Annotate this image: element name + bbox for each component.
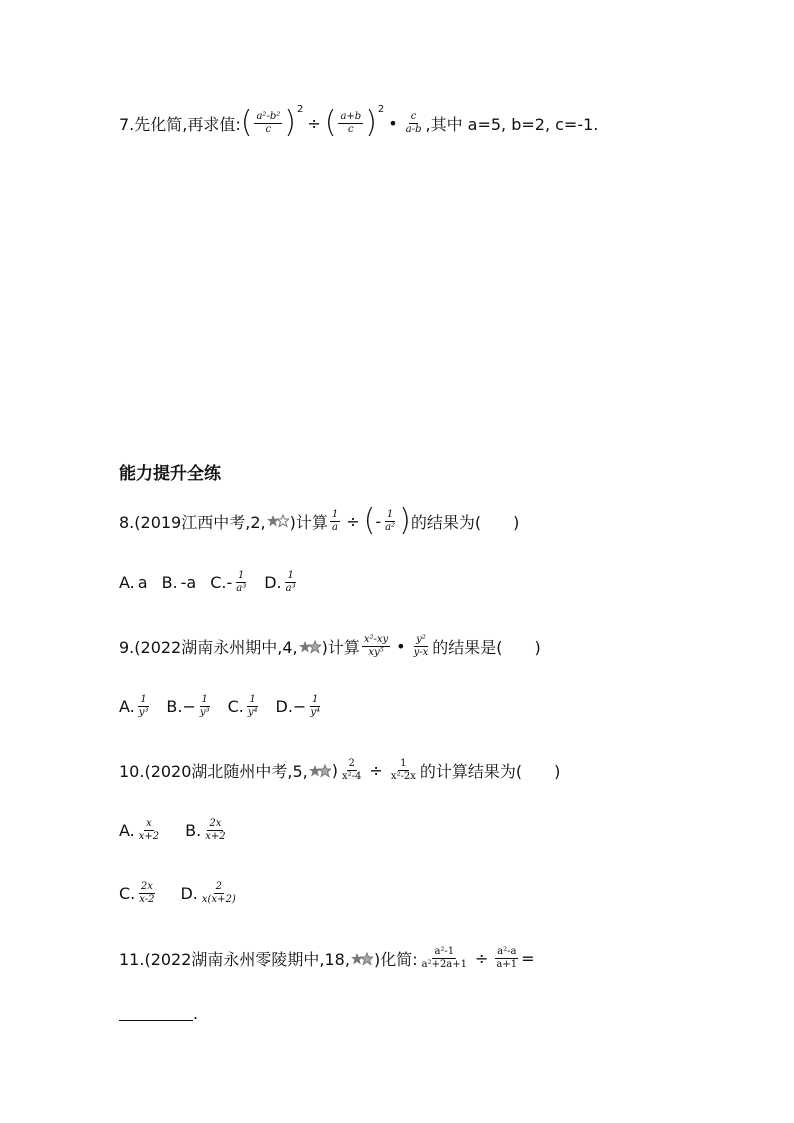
q7-fraction-3: $\frac{c}{a-b}$ — [405, 110, 422, 135]
q10-fraction-2: $\frac{1}{\text{x²-2x}}$ — [390, 758, 416, 782]
difficulty-star-icon — [309, 764, 331, 778]
q7-prefix: 7.先化简,再求值: — [119, 114, 241, 134]
q9-fraction-2: $\frac{\text{y²}}{y-x}$ — [413, 634, 429, 658]
question-9: 9.(2022湖南永州期中,4, )计算 $\frac{\text{x²-xy}}{\text{xy⁵}}$ • $\frac{\text{y²}}{y-x}$ 的结果是( ) — [119, 634, 541, 658]
q9-options — [119, 694, 338, 719]
q8-option-b[interactable]: B. -a — [161, 573, 197, 592]
q8-option-d[interactable]: D. $\frac{1}{\text{a³}}$ — [264, 570, 296, 594]
q9-fraction-1: $\frac{\text{x²-xy}}{\text{xy⁵}}$ — [363, 634, 389, 658]
q7-fraction-1: $\frac{\text{a²-b²}}{c}$ — [256, 110, 281, 135]
q10-options-row-2 — [119, 881, 254, 906]
q8-option-a[interactable]: A. a — [119, 573, 148, 592]
q10-option-b[interactable]: B. $\frac{2x}{x+2}$ — [185, 818, 226, 842]
question-8: 8.(2019江西中考,2, )计算 $\frac{1}{a}$ ÷ ( - $\frac{1}{\text{a²}}$ ) 的结果为( ) — [119, 503, 520, 538]
q9-option-d[interactable]: D.− $\frac{1}{\text{y⁴}}$ — [275, 694, 320, 718]
question-11: 11.(2022湖南永州零陵期中,18, )化简: $\frac{\text{a²-1}}{\text{a²+2a+1}}$ ÷ $\frac{\text{a²-a}}{a+1}$ = — [119, 946, 535, 970]
q10-option-c[interactable]: C. $\frac{2x}{x-2}$ — [119, 881, 155, 905]
q10-option-d[interactable]: D. $\frac{2}{x(x+2)}$ — [180, 881, 236, 905]
q7-suffix: ,其中 a=5, b=2, c=-1. — [425, 114, 599, 134]
q8-fraction-2: $\frac{1}{\text{a²}}$ — [385, 508, 396, 533]
question-7: 7.先化简,再求值: ( $\frac{\text{a²-b²}}{c}$ ) 2 ÷ ( $\frac{a+b}{c}$ ) 2 • $\frac{c}{a-b}$ ,其中 a=5, b=2, c=-1. — [119, 103, 599, 140]
q8-fraction-1: $\frac{1}{a}$ — [331, 508, 339, 533]
difficulty-star-icon — [351, 952, 373, 966]
q11-fraction-1: $\frac{\text{a²-1}}{\text{a²+2a+1}}$ — [421, 946, 468, 970]
q11-answer-line: . — [119, 1004, 198, 1023]
q7-fraction-2: $\frac{a+b}{c}$ — [340, 110, 362, 135]
section-title: 能力提升全练 — [119, 464, 221, 484]
q8-options — [119, 570, 314, 595]
q9-option-a[interactable]: A. $\frac{1}{\text{y³}}$ — [119, 694, 149, 718]
q9-option-c[interactable]: C. $\frac{1}{\text{y⁴}}$ — [227, 694, 258, 718]
q8-option-c[interactable]: C. - $\frac{1}{\text{a³}}$ — [210, 570, 247, 594]
difficulty-star-icon — [267, 514, 289, 528]
answer-blank[interactable] — [119, 1006, 193, 1021]
difficulty-star-icon — [299, 640, 321, 654]
q11-fraction-2: $\frac{\text{a²-a}}{a+1}$ — [496, 946, 518, 970]
q10-fraction-1: $\frac{2}{\text{x²-4}}$ — [342, 758, 362, 782]
q10-option-a[interactable]: A. $\frac{x}{x+2}$ — [119, 818, 160, 842]
question-10: 10.(2020湖北随州中考,5, ) $\frac{2}{\text{x²-4}}$ ÷ $\frac{1}{\text{x²-2x}}$ 的计算结果为( ) — [119, 758, 561, 782]
q10-options-row-1 — [119, 818, 244, 843]
q9-option-b[interactable]: B.− $\frac{1}{\text{y³}}$ — [166, 694, 210, 718]
